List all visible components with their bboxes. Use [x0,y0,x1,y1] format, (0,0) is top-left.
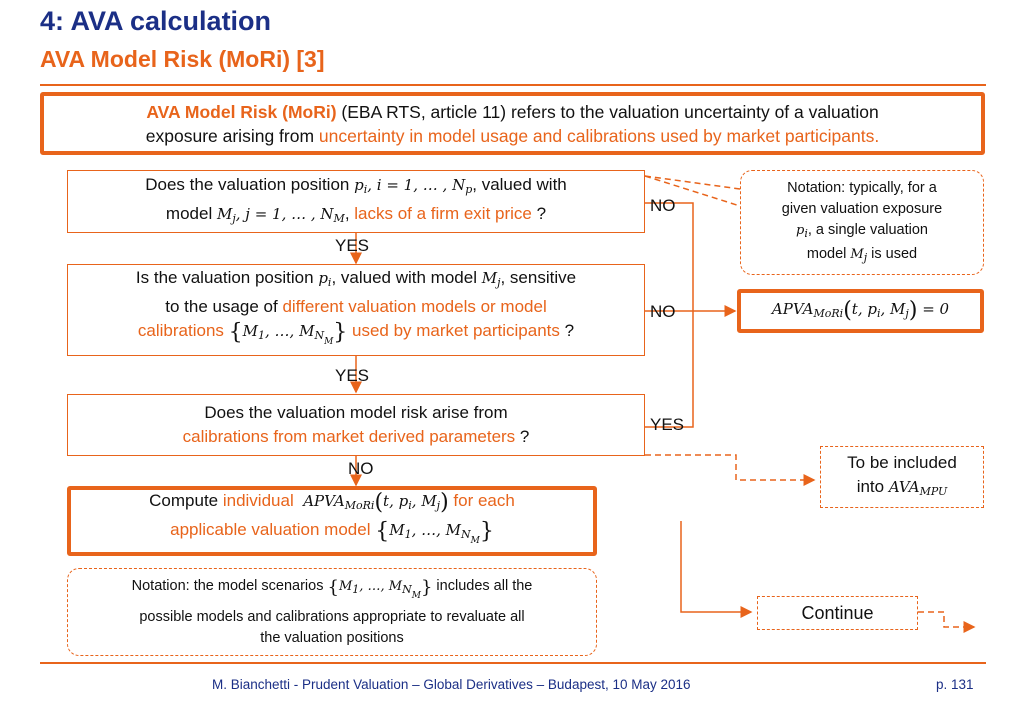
label-no-1: NO [650,196,676,215]
definition-text-1: (EBA RTS, article 11) refers to the valuation uncertainty of a valuation [336,101,879,122]
label-yes-2: YES [335,366,370,385]
definition-box [40,92,985,155]
continue-box: Continue [757,596,918,630]
arrow-to-mpu [645,455,814,480]
note-pointer-2 [645,176,740,189]
label-yes-right: YES [650,415,685,434]
mpu-box: To be included into $AVA_{MPU}$ [820,446,984,508]
label-yes-1: YES [335,236,370,255]
result-ava-zero-box: $APVA_{MoRi}(t$, $p_i$, $M_j) = 0$ [737,289,984,333]
question-box-market-parameters: Does the valuation model risk arise from calibrations from market derived parameters ? [67,394,645,456]
footer-divider [40,662,986,664]
compute-ava-box: Compute individual $APVA_{MoRi}(t$, $p_i$, $M_j$) for each applicable valuation model {$M_1$, …, $M_{N_M}$} [67,486,597,556]
slide-title: 4: AVA calculation [40,6,272,36]
question-box-exit-price: Does the valuation position $p_i$, i = 1, … , $N_p$, valued with model $M_j$, j = 1, … , $N_M$, lacks of a firm exit price ? [67,170,645,233]
notation-note-bottom: Notation: the model scenarios {$M_1$, …, $M_{N_M}$} includes all the possible models and calibrations appropriate to revaluate all the valuation positions [67,568,597,656]
label-no-2: NO [650,302,676,321]
arrow-continue-out [918,612,974,627]
footer-text: M. Bianchetti - Prudent Valuation – Global Derivatives – Budapest, 10 May 2016 [212,677,691,692]
definition-term: AVA Model Risk (MoRi) [146,101,337,122]
definition-highlight: uncertainty in model usage and calibrations used by market participants. [318,125,880,146]
page-number: p. 131 [936,677,974,692]
slide-subtitle: AVA Model Risk (MoRi) [3] [40,46,325,72]
notation-note-right: Notation: typically, for a given valuation exposure $p_i$, a single valuation model $M_j$ is used [740,170,984,275]
question-box-model-sensitivity: Is the valuation position $p_i$, valued with model $M_j$, sensitive to the usage of different valuation models or model calibrations {$M_1$, …, $M_{N_M}$} used by market participants ? [67,264,645,356]
arrow-to-continue [681,521,751,612]
definition-text-2: exposure arising from [145,125,319,146]
label-no-3: NO [348,459,374,478]
